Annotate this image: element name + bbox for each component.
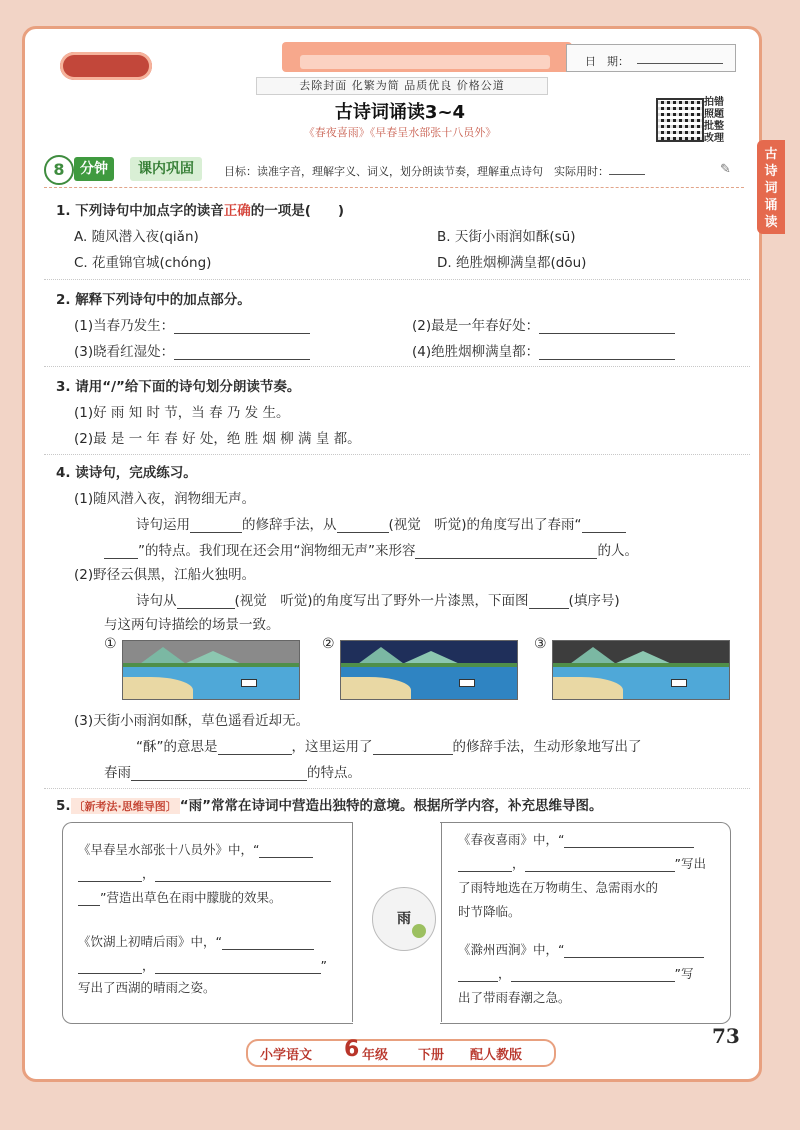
mindmap-left-2-a: 《饮湖上初晴后雨》中，“ (78, 932, 314, 950)
separator (44, 366, 750, 367)
answer-blank[interactable] (458, 857, 512, 872)
answer-blank[interactable] (78, 867, 142, 882)
separator (44, 279, 750, 280)
qr-code-icon[interactable] (656, 98, 704, 142)
mindmap-left-2-b: ， ” (78, 956, 327, 974)
separator (44, 788, 750, 789)
footer-band (246, 1039, 556, 1067)
answer-blank[interactable] (539, 319, 675, 334)
publisher-logo (60, 52, 152, 80)
page-subtitle: 《春夜喜雨》《早春呈水部张十八员外》 (303, 126, 497, 139)
answer-blank[interactable] (373, 740, 453, 755)
new-exam-tag: 〔新考法·思维导图〕 (71, 798, 180, 814)
q4-p2-line-1: 诗句从 (视觉 听觉)的角度写出了野外一片漆黑，下面图 (填序号) (136, 593, 620, 609)
leaf-icon (412, 924, 426, 938)
side-tab-label: 古诗词诵读 (764, 147, 778, 230)
answer-blank[interactable] (511, 967, 675, 982)
answer-blank[interactable] (415, 544, 597, 559)
mindmap-left-1-b: ， (78, 864, 331, 882)
section-goal: 目标：读准字音，理解字义、词义，划分朗读节奏，理解重点诗句 实际用时： (224, 163, 645, 179)
q4-stem: 4. 读诗句，完成练习。 (56, 465, 197, 481)
mindmap-left-2-c: 写出了西湖的晴雨之姿。 (78, 980, 216, 995)
time-blank[interactable] (609, 174, 645, 175)
q1-option-d[interactable]: D. 绝胜烟柳满皇都(dōu) (437, 255, 587, 271)
date-label: 日 期： (585, 55, 629, 68)
mindmap-right-1-b: ， ”写出 (458, 854, 706, 872)
section-badge (44, 155, 216, 183)
answer-blank[interactable] (337, 518, 389, 533)
q5-stem: 5. 〔新考法·思维导图〕 “雨”常常在诗词中营造出独特的意境。根据所学内容，补充思维导图。 (56, 798, 603, 814)
mindmap-left-1-a: 《早春呈水部张十八员外》中，“ (78, 840, 313, 858)
answer-blank[interactable] (131, 766, 307, 781)
answer-blank[interactable] (78, 959, 142, 974)
qr-caption: 拍错 照题 批整 改理 (704, 97, 724, 144)
answer-blank[interactable] (218, 740, 292, 755)
q2-item-3: (3)晓看红湿处： (74, 340, 310, 360)
scene-picture-2[interactable] (340, 640, 518, 700)
footer-subject: 小学语文 (260, 1048, 313, 1063)
q4-poem-2: (2)野径云俱黑，江船火独明。 (74, 567, 256, 583)
q1-option-c[interactable]: C. 花重锦官城(chóng) (74, 255, 212, 271)
answer-blank[interactable] (564, 833, 694, 848)
q1-stem: 1. 下列诗句中加点字的读音正确的一项是( ) (56, 203, 345, 219)
page-title: 古诗词诵读3~4 (334, 102, 466, 123)
answer-blank[interactable] (155, 867, 331, 882)
q4-poem-1: (1)随风潜入夜，润物细无声。 (74, 491, 256, 507)
slogan: 去除封面 化繁为简 品质优良 价格公道 (256, 77, 548, 95)
date-box (566, 44, 736, 72)
q2-item-1: (1)当春乃发生： (74, 314, 310, 334)
side-tab (757, 140, 785, 234)
q2-stem: 2. 解释下列诗句中的加点部分。 (56, 292, 251, 308)
answer-blank[interactable] (582, 518, 626, 533)
q1-option-a[interactable]: A. 随风潜入夜(qiǎn) (74, 229, 199, 245)
minutes-label: 分钟 (74, 157, 114, 181)
mindmap-center: 雨 (372, 887, 436, 951)
answer-blank[interactable] (539, 345, 675, 360)
footer-grade-number: 6 (344, 1037, 360, 1062)
q3-stem: 3. 请用“/”给下面的诗句划分朗读节奏。 (56, 379, 301, 395)
q2-item-4: (4)绝胜烟柳满皇都： (412, 340, 675, 360)
answer-blank[interactable] (155, 959, 321, 974)
q2-item-2: (2)最是一年春好处： (412, 314, 675, 334)
separator (44, 454, 750, 455)
mindmap-right-1-d: 时节降临。 (458, 904, 521, 919)
q4-p1-line-1: 诗句运用 的修辞手法，从 (视觉 听觉)的角度写出了春雨“ (136, 513, 626, 533)
q3-line-1[interactable]: (1)好 雨 知 时 节，当 春 乃 发 生。 (74, 405, 290, 421)
answer-blank[interactable] (564, 943, 704, 958)
q3-line-2[interactable]: (2)最 是 一 年 春 好 处，绝 胜 烟 柳 满 皇 都。 (74, 431, 361, 447)
minutes-number: 8 (44, 155, 74, 185)
mindmap-right-1-a: 《春夜喜雨》中，“ (458, 830, 694, 848)
q4-p3-line-1: “酥”的意思是 ，这里运用了 的修辞手法，生动形象地写出了 (136, 739, 642, 755)
answer-blank[interactable] (525, 857, 675, 872)
q4-poem-3: (3)天街小雨润如酥，草色遥看近却无。 (74, 713, 310, 729)
footer-edition: 配人教版 (470, 1048, 523, 1063)
page-number: 73 (712, 1024, 740, 1048)
divider (44, 187, 744, 188)
answer-blank[interactable] (190, 518, 242, 533)
section-label: 课内巩固 (130, 157, 202, 181)
mindmap-right-2-b: ， ”写 (458, 964, 694, 982)
scene-picture-3[interactable] (552, 640, 730, 700)
mindmap-right-2-a: 《滁州西涧》中，“ (458, 940, 704, 958)
answer-blank[interactable] (78, 891, 100, 906)
q4-p1-line-2: ”的特点。我们现在还会用“润物细无声”来形容 的人。 (104, 539, 638, 559)
answer-blank[interactable] (458, 967, 498, 982)
mindmap-left-1-c: ”营造出草色在雨中朦胧的效果。 (78, 888, 281, 906)
pencil-icon: ✎ (720, 162, 731, 177)
answer-blank[interactable] (177, 594, 235, 609)
pic-3-number: ③ (534, 636, 547, 652)
footer-term: 下册 (418, 1048, 445, 1063)
pic-2-number: ② (322, 636, 335, 652)
q1-option-b[interactable]: B. 天街小雨润如酥(sū) (437, 229, 576, 245)
answer-blank[interactable] (222, 935, 314, 950)
q4-p3-line-2: 春雨 的特点。 (104, 765, 361, 781)
answer-blank[interactable] (174, 319, 310, 334)
answer-blank[interactable] (174, 345, 310, 360)
q4-p2-line-2: 与这两句诗描绘的场景一致。 (104, 617, 280, 633)
answer-blank[interactable] (259, 843, 313, 858)
pic-1-number: ① (104, 636, 117, 652)
mindmap-right-1-c: 了雨特地选在万物萌生、急需雨水的 (458, 880, 659, 895)
series-banner-sub (300, 55, 550, 69)
mindmap-right-2-c: 出了带雨春潮之急。 (458, 990, 571, 1005)
answer-blank[interactable] (104, 544, 138, 559)
footer-grade: 年级 (362, 1048, 389, 1063)
answer-blank[interactable] (529, 594, 569, 609)
scene-picture-1[interactable] (122, 640, 300, 700)
